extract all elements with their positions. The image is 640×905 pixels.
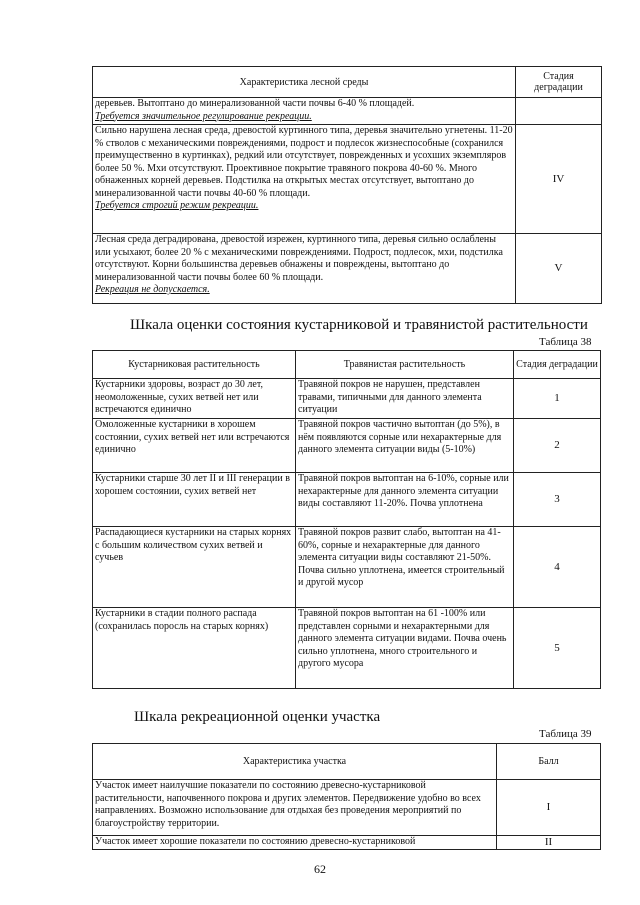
- table-forest-environment: [92, 66, 602, 304]
- column-header-score: Балл: [497, 744, 601, 780]
- row-score: II: [497, 836, 601, 850]
- table-row: [93, 836, 601, 850]
- row-shrub: Кустарники в стадии полного распада (сохранилась поросль на старых корнях): [93, 608, 296, 689]
- row-characteristic: [93, 125, 516, 234]
- row-score: I: [497, 780, 601, 836]
- table-row: [93, 379, 601, 419]
- row-text: Лесная среда деградирована, древостой изрежен, куртинного типа, деревья сильно ослаблены или усыхают, более 20 % с механическими повреждениями. Подрост, подлесок, мхи, подстилка отсутствуют. Корни большинства деревьев обнажены и повреждены, вытоптано до минерализованной части почвы более 60 % площади.: [95, 234, 503, 283]
- column-header-stage: Стадия деградации: [516, 67, 602, 98]
- table-row: [93, 419, 601, 473]
- row-note: Рекреация не допускается.: [95, 284, 210, 295]
- page-number: 62: [314, 862, 326, 876]
- row-characteristic: Участок имеет наилучшие показатели по состоянию древесно-кустарниковой растительности, напочвенного покрова и других элементов. Передвижение удобно во всех направлениях. Возможно использование для отдыхая без проведения мероприятий по благоустройству территории.: [93, 780, 497, 836]
- row-characteristic: Участок имеет хорошие показатели по состоянию древесно-кустарниковой: [93, 836, 497, 850]
- row-note: Требуется значительное регулирование рекреации.: [95, 110, 312, 122]
- row-shrub: Распадающиеся кустарники на старых корнях с большим количеством сухих ветвей и сучьев: [93, 527, 296, 608]
- row-stage: [516, 98, 602, 125]
- table-label: Таблица 39: [539, 728, 592, 740]
- table-row: [93, 234, 602, 304]
- column-header-characteristic: Характеристика лесной среды: [93, 67, 516, 98]
- column-header-grass: Травянистая растительность: [296, 351, 514, 379]
- table-label: Таблица 38: [539, 336, 592, 348]
- row-grass-text-extra: Почва сильно уплотнена, имеется строительный и другой мусор: [298, 564, 505, 588]
- row-grass: Травяной покров вытоптан на 61 -100% или представлен сорными и нехарактерными для данного элемента ситуации видами. Почва очень сильно уплотнена, много строительного и другого мусора: [296, 608, 514, 689]
- column-header-stage: Стадия деградации: [514, 351, 601, 379]
- row-grass: Травяной покров частично вытоптан (до 5%), в нём появляются сорные или нехарактерные для данного элемента ситуации виды (5-10%): [296, 419, 514, 473]
- row-stage: 2: [514, 419, 601, 473]
- row-stage: 4: [514, 527, 601, 608]
- table-row: [93, 527, 601, 608]
- table-row: [93, 98, 602, 125]
- row-text: Сильно нарушена лесная среда, древостой куртинного типа, деревья значительно угнетены. 11-20 % стволов с механическими повреждениями, подрост и подлесок жизнеспособные (сохранился преимущественно в куртинках), редкий или отсутствует, поврежденных и усохших экземпляров более 50 %. Мхи отсутствуют. Проективное покрытие травяного покрова 40-60 %. Много обнаженных корней деревьев. Подстилка на открытых местах отсутствует, вытоптано до минерализованной части почвы 40-60 % площади.: [95, 125, 513, 199]
- row-shrub: Кустарники старше 30 лет II и III генерации в хорошем состоянии, сухих ветвей нет: [93, 473, 296, 527]
- column-header-shrub: Кустарниковая растительность: [93, 351, 296, 379]
- row-stage: IV: [516, 125, 602, 234]
- table-row: [93, 608, 601, 689]
- row-grass: Травяной покров не нарушен, представлен травами, типичными для данного элемента ситуации: [296, 379, 514, 419]
- table-recreation-score: [92, 743, 601, 850]
- table-row: [93, 125, 602, 234]
- row-stage: V: [516, 234, 602, 304]
- row-shrub: Кустарники здоровы, возраст до 30 лет, неомоложенные, сухих ветвей нет или встречаются единично: [93, 379, 296, 419]
- row-stage: 3: [514, 473, 601, 527]
- row-grass: Травяной покров вытоптан на 6-10%, сорные или нехарактерные для данного элемента ситуации виды составляют 11-20%. Почва уплотнена: [296, 473, 514, 527]
- row-stage: 1: [514, 379, 601, 419]
- table-row: [93, 473, 601, 527]
- section-title-recreation: Шкала рекреационной оценки участка: [134, 709, 381, 725]
- table-row: [93, 780, 601, 836]
- row-characteristic: [93, 98, 516, 125]
- row-text: деревьев. Вытоптано до минерализованной части почвы 6-40 % площадей.: [95, 98, 415, 109]
- row-characteristic: [93, 234, 516, 304]
- row-grass: [296, 527, 514, 608]
- row-shrub: Омоложенные кустарники в хорошем состоянии, сухих ветвей нет или встречаются единично: [93, 419, 296, 473]
- row-stage: 5: [514, 608, 601, 689]
- table-shrub-grass: [92, 350, 601, 689]
- section-title-shrub-grass: Шкала оценки состояния кустарниковой и травянистой растительности: [130, 317, 588, 333]
- row-grass-text: Травяной покров развит слабо, вытоптан на 41-60%, сорные и нехарактерные для данного элемента ситуации виды составляют 21-50%.: [298, 527, 501, 563]
- column-header-characteristic: Характеристика участка: [93, 744, 497, 780]
- row-note: Требуется строгий режим рекреации.: [95, 200, 259, 211]
